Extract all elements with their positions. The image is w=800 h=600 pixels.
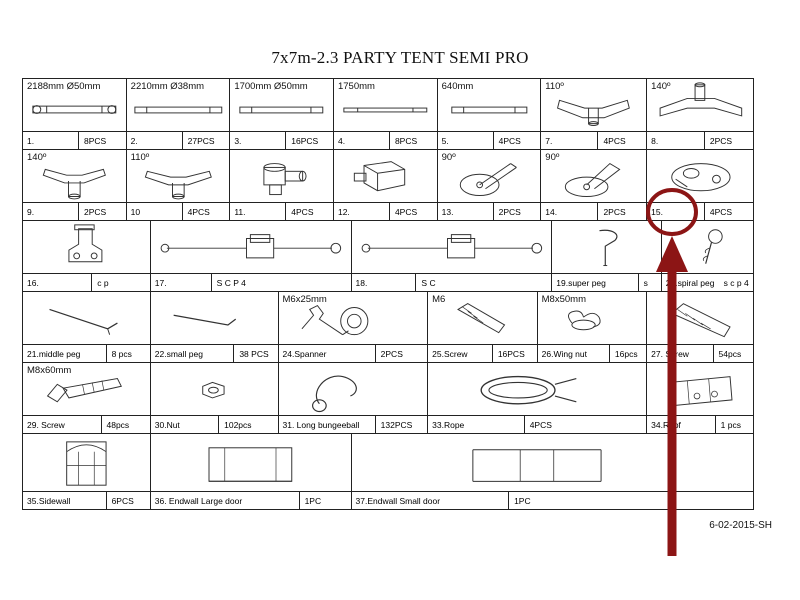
part-qty: 1 pcs: [720, 419, 741, 430]
part-footer: [151, 415, 278, 433]
part-footer: [647, 202, 753, 220]
part-number: 18.: [352, 274, 417, 291]
part-spec: 1750mm: [337, 81, 375, 92]
part-number: 14.: [541, 203, 598, 220]
part-image: [662, 221, 753, 273]
part-footer: [552, 273, 661, 291]
spiral-peg-icon: [662, 221, 753, 273]
part-number: 10: [127, 203, 183, 220]
part-qty: 4PCS: [291, 206, 314, 217]
part-image: [541, 79, 646, 131]
part-number: 16.: [23, 274, 92, 291]
part-cell[interactable]: [552, 221, 662, 291]
part-footer: [647, 415, 753, 433]
ratchet-strap-icon: [151, 221, 351, 273]
cube-connector-icon: [334, 150, 437, 202]
table-row: [23, 150, 753, 221]
table-row: [23, 434, 753, 509]
endwall-small-icon: [352, 434, 754, 491]
part-qty: 2PCS: [603, 206, 626, 217]
part-qty: 4PCS: [529, 419, 552, 430]
part-footer: [428, 344, 537, 362]
part-number: 3.: [230, 132, 286, 149]
part-number: 25.Screw: [428, 345, 493, 362]
part-number: 5.: [438, 132, 494, 149]
part-footer: [23, 131, 126, 149]
part-number: 2.: [127, 132, 183, 149]
part-cell[interactable]: [662, 221, 753, 291]
part-image: [538, 292, 647, 344]
part-qty: 27PCS: [187, 135, 215, 146]
part-image: [334, 150, 437, 202]
part-cell[interactable]: [151, 292, 279, 362]
part-number: 36. Endwall Large door: [151, 492, 300, 509]
part-cell[interactable]: [23, 434, 151, 509]
part-spec: M8x60mm: [27, 365, 72, 376]
part-footer: [647, 131, 753, 149]
part-image: [279, 363, 428, 415]
part-qty: c p: [97, 277, 109, 288]
part-footer: [541, 131, 646, 149]
part-image: [647, 79, 753, 131]
part-cell[interactable]: [230, 150, 334, 220]
table-row: [23, 363, 753, 434]
part-footer: [352, 273, 552, 291]
part-number: 12.: [334, 203, 390, 220]
part-footer: [151, 273, 351, 291]
part-cell[interactable]: [151, 434, 352, 509]
part-qty: 1PC: [304, 495, 322, 506]
part-number: 19.super peg: [552, 274, 638, 291]
part-footer: [230, 202, 333, 220]
part-cell[interactable]: [23, 363, 151, 433]
part-footer: [23, 273, 150, 291]
part-qty: 8 pcs: [111, 348, 132, 359]
part-footer: [647, 344, 753, 362]
part-number: 8.: [647, 132, 705, 149]
part-cell[interactable]: [438, 150, 542, 220]
part-image: [352, 221, 552, 273]
date-code: 6-02-2015-SH: [709, 520, 772, 531]
part-spec: 140º: [651, 81, 671, 92]
anchor-bracket-icon: [23, 221, 150, 273]
part-cell[interactable]: [23, 292, 151, 362]
part-qty: s c p 4: [723, 277, 749, 288]
screw-long-icon: [647, 292, 753, 344]
part-spec: 140º: [27, 152, 47, 163]
part-cell[interactable]: [334, 79, 438, 149]
oval-plate-icon: [647, 150, 753, 202]
part-qty: 102pcs: [224, 419, 252, 430]
part-qty: 2PCS: [380, 348, 403, 359]
part-number: 37.Endwall Small door: [352, 492, 510, 509]
part-qty: 2PCS: [709, 135, 733, 146]
part-image: [552, 221, 661, 273]
part-number: 7.: [541, 132, 598, 149]
part-image: [127, 79, 230, 131]
part-cell[interactable]: [151, 363, 279, 433]
part-image: [230, 79, 333, 131]
part-cell-15[interactable]: [647, 150, 753, 220]
part-qty: S C P 4: [216, 277, 246, 288]
part-footer: [334, 131, 437, 149]
part-image: [279, 292, 428, 344]
part-cell[interactable]: [127, 150, 231, 220]
part-cell[interactable]: [647, 363, 753, 433]
part-qty: 132PCS: [380, 419, 413, 430]
part-cell[interactable]: [541, 150, 647, 220]
part-cell[interactable]: [538, 292, 648, 362]
part-spec: M6: [432, 294, 446, 305]
part-footer: [127, 202, 230, 220]
part-footer: [151, 344, 278, 362]
part-qty: 8PCS: [394, 135, 418, 146]
part-qty: 2PCS: [83, 206, 107, 217]
part-qty: s: [643, 277, 648, 288]
part-number: 29. Screw: [23, 416, 102, 433]
part-qty: 16PCS: [291, 135, 319, 146]
part-spec: 90º: [545, 152, 560, 163]
part-qty: 4PCS: [603, 135, 626, 146]
part-number: 27. Screw: [647, 345, 713, 362]
part-cell[interactable]: [352, 434, 754, 509]
part-image: [352, 434, 754, 491]
part-cell[interactable]: [334, 150, 438, 220]
part-spec: 90º: [441, 152, 456, 163]
part-spec: M6x25mm: [282, 294, 327, 305]
part-cell[interactable]: [428, 363, 647, 433]
part-footer: [662, 273, 753, 291]
part-cell[interactable]: [428, 292, 538, 362]
part-qty: 1PC: [514, 495, 531, 506]
part-footer: [541, 202, 646, 220]
part-image: [428, 363, 646, 415]
part-qty: 16pcs: [614, 348, 638, 359]
nut-icon: [151, 363, 278, 415]
part-footer: [538, 344, 647, 362]
part-image: [23, 150, 126, 202]
sidewall-icon: [23, 434, 150, 491]
part-number: 22.small peg: [151, 345, 235, 362]
part-image: [647, 292, 753, 344]
part-cell[interactable]: [541, 79, 647, 149]
table-row: [23, 292, 753, 363]
part-cell[interactable]: [279, 363, 429, 433]
part-qty: 4PCS: [394, 206, 418, 217]
part-spec: 110º: [545, 81, 564, 92]
super-peg-icon: [552, 221, 661, 273]
part-cell[interactable]: [23, 79, 127, 149]
part-number: 4.: [334, 132, 390, 149]
part-image: [151, 221, 351, 273]
part-cell[interactable]: [647, 79, 753, 149]
middle-peg-icon: [23, 292, 150, 344]
page-title: 7x7m-2.3 PARTY TENT SEMI PRO: [271, 48, 529, 67]
part-qty: 54pcs: [718, 348, 742, 359]
parts-table: [22, 78, 754, 510]
part-image: [151, 434, 351, 491]
part-qty: S C: [421, 277, 436, 288]
part-qty: 6PCS: [111, 495, 134, 506]
part-footer: [230, 131, 333, 149]
part-qty: 8PCS: [83, 135, 107, 146]
part-footer: [352, 491, 754, 509]
part-spec: M8x50mm: [541, 294, 586, 305]
part-number: 31. Long bungeeball: [279, 416, 376, 433]
endwall-large-icon: [151, 434, 351, 491]
part-number: 15.: [647, 203, 705, 220]
part-number: 24.Spanner: [279, 345, 376, 362]
part-footer: [23, 344, 150, 362]
part-image: [428, 292, 537, 344]
part-number: 17.: [151, 274, 212, 291]
part-cell[interactable]: [127, 79, 231, 149]
part-cell[interactable]: [352, 221, 553, 291]
part-image: [438, 150, 541, 202]
part-footer: [428, 415, 646, 433]
part-footer: [23, 202, 126, 220]
part-footer: [334, 202, 437, 220]
part-cell[interactable]: [438, 79, 542, 149]
part-image: [23, 221, 150, 273]
part-footer: [23, 415, 150, 433]
part-footer: [23, 491, 150, 509]
part-spec: 1700mm Ø50mm: [234, 81, 308, 92]
part-spec: 2188mm Ø50mm: [27, 81, 101, 92]
roof-icon: [647, 363, 753, 415]
part-image: [23, 292, 150, 344]
part-number: 21.middle peg: [23, 345, 107, 362]
part-image: [151, 363, 278, 415]
part-spec: 2210mm Ø38mm: [130, 81, 205, 92]
part-image: [541, 150, 646, 202]
part-qty: 4PCS: [187, 206, 210, 217]
part-cell[interactable]: [230, 79, 334, 149]
part-footer: [279, 415, 428, 433]
part-image: [151, 292, 278, 344]
part-image: [127, 150, 230, 202]
part-number: 20.spiral peg: [665, 277, 715, 288]
part-footer: [279, 344, 428, 362]
part-image: [230, 150, 333, 202]
part-number: 13.: [438, 203, 494, 220]
part-number: 9.: [23, 203, 79, 220]
part-cell[interactable]: [151, 221, 352, 291]
rope-icon: [428, 363, 646, 415]
ratchet-strap2-icon: [352, 221, 552, 273]
part-qty: 4PCS: [498, 135, 521, 146]
part-image: [438, 79, 541, 131]
part-image: [23, 363, 150, 415]
part-spec: 640mm: [441, 81, 474, 92]
table-row: [23, 221, 753, 292]
part-qty: 16PCS: [497, 348, 525, 359]
part-qty: 4PCS: [709, 206, 733, 217]
part-footer: [151, 491, 351, 509]
table-row: [23, 79, 753, 150]
small-peg-icon: [151, 292, 278, 344]
part-number: 30.Nut: [151, 416, 219, 433]
part-image: [23, 79, 126, 131]
part-cell[interactable]: [647, 292, 753, 362]
part-image: [647, 363, 753, 415]
part-footer: [127, 131, 230, 149]
part-image: [647, 150, 753, 202]
part-cell[interactable]: [279, 292, 429, 362]
part-number: 34.Roof: [647, 416, 716, 433]
part-number: 33.Rope: [428, 416, 525, 433]
part-number: 35.Sidewall: [23, 492, 107, 509]
part-footer: [438, 202, 541, 220]
part-qty: 2PCS: [498, 206, 521, 217]
part-number: 1.: [23, 132, 79, 149]
part-cell[interactable]: [23, 221, 151, 291]
part-cell[interactable]: [23, 150, 127, 220]
part-image: [334, 79, 437, 131]
part-footer: [438, 131, 541, 149]
part-spec: 110º: [130, 152, 150, 163]
part-image: [23, 434, 150, 491]
part-qty: 38 PCS: [239, 348, 269, 359]
bungee-icon: [279, 363, 428, 415]
part-number: 26.Wing nut: [538, 345, 610, 362]
part-qty: 48pcs: [106, 419, 130, 430]
cross-connector-icon: [230, 150, 333, 202]
part-number: 11.: [230, 203, 286, 220]
